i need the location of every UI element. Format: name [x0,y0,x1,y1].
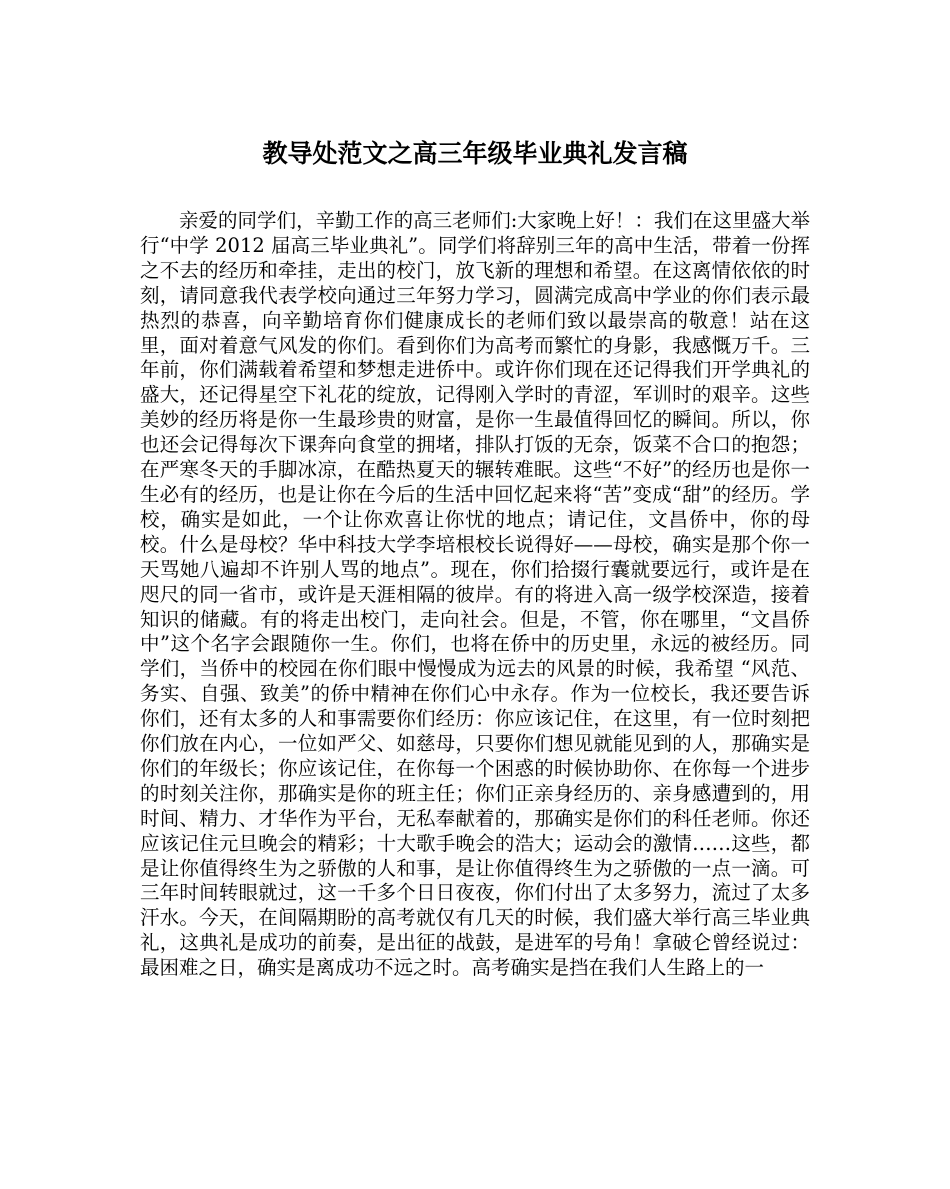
document-title: 教导处范文之高三年级毕业典礼发言稿 [262,139,688,168]
speech-paragraph: 亲爱的同学们，辛勤工作的高三老师们:大家晚上好！：我们在这里盛大举行“中学 2012 届高三毕业典礼”。同学们将辞别三年的高中生活，带着一份挥之不去的经历和牵挂，走出的校门，放飞新的理想和希望。在这离情依依的时刻，请同意我代表学校向通过三年努力学习，圆满完成高中学业的你们表示最热烈的恭喜，向辛勤培育你们健康成长的老师们致以最崇高的敬意！站在这里，面对着意气风发的你们。看到你们为高考而繁忙的身影，我感慨万千。三年前，你们满载着希望和梦想走进侨中。或许你们现在还记得我们开学典礼的盛大，还记得星空下礼花的绽放，记得刚入学时的青涩，军训时的艰辛。这些美妙的经历将是你一生最珍贵的财富，是你一生最值得回忆的瞬间。所以，你也还会记得每次下课奔向食堂的拥堵，排队打饭的无奈，饭菜不合口的抱怨；在严寒冬天的手脚冰凉，在酷热夏天的辗转难眠。这些“不好”的经历也是你一生必有的经历，也是让你在今后的生活中回忆起来将“苦”变成“甜”的经历。学校，确实是如此，一个让你欢喜让你忧的地点；请记住，文昌侨中，你的母校。什么是母校？华中科技大学李培根校长说得好——母校，确实是那个你一天骂她八遍却不许别人骂的地点”。现在，你们拾掇行囊就要远行，或许是在咫尺的同一省市，或许是天涯相隔的彼岸。有的将进入高一级学校深造，接着知识的储藏。有的将走出校门，走向社会。但是，不管，你在哪里，“文昌侨中”这个名字会跟随你一生。你们，也将在侨中的历史里，永远的被经历。同学们，当侨中的校园在你们眼中慢慢成为远去的风景的时候，我希望 “风范、务实、自强、致美”的侨中精神在你们心中永存。作为一位校长，我还要告诉你们，还有太多的人和事需要你们经历：你应该记住，在这里，有一位时刻把你们放在内心，一位如严父、如慈母，只要你们想见就能见到的人，那确实是你们的年级长；你应该记住，在你每一个困惑的时候协助你、在你每一个进步的时刻关注你，那确实是你的班主任；你们正亲身经历的、亲身感遭到的，用时间、精力、才华作为平台，无私奉献着的，那确实是你们的科任老师。你还应该记住元旦晚会的精彩；十大歌手晚会的浩大；运动会的激情……这些，都是让你值得终生为之骄傲的人和事，是让你值得终生为之骄傲的一点一滴。可三年时间转眼就过，这一千多个日日夜夜，你们付出了太多努力，流过了太多汗水。今天，在间隔期盼的高考就仅有几天的时候，我们盛大举行高三毕业典礼，这典礼是成功的前奏，是出征的战鼓，是进军的号角！拿破仑曾经说过：最困难之日，确实是离成功不远之时。高考确实是挡在我们人生路上的一 [140,209,810,980]
